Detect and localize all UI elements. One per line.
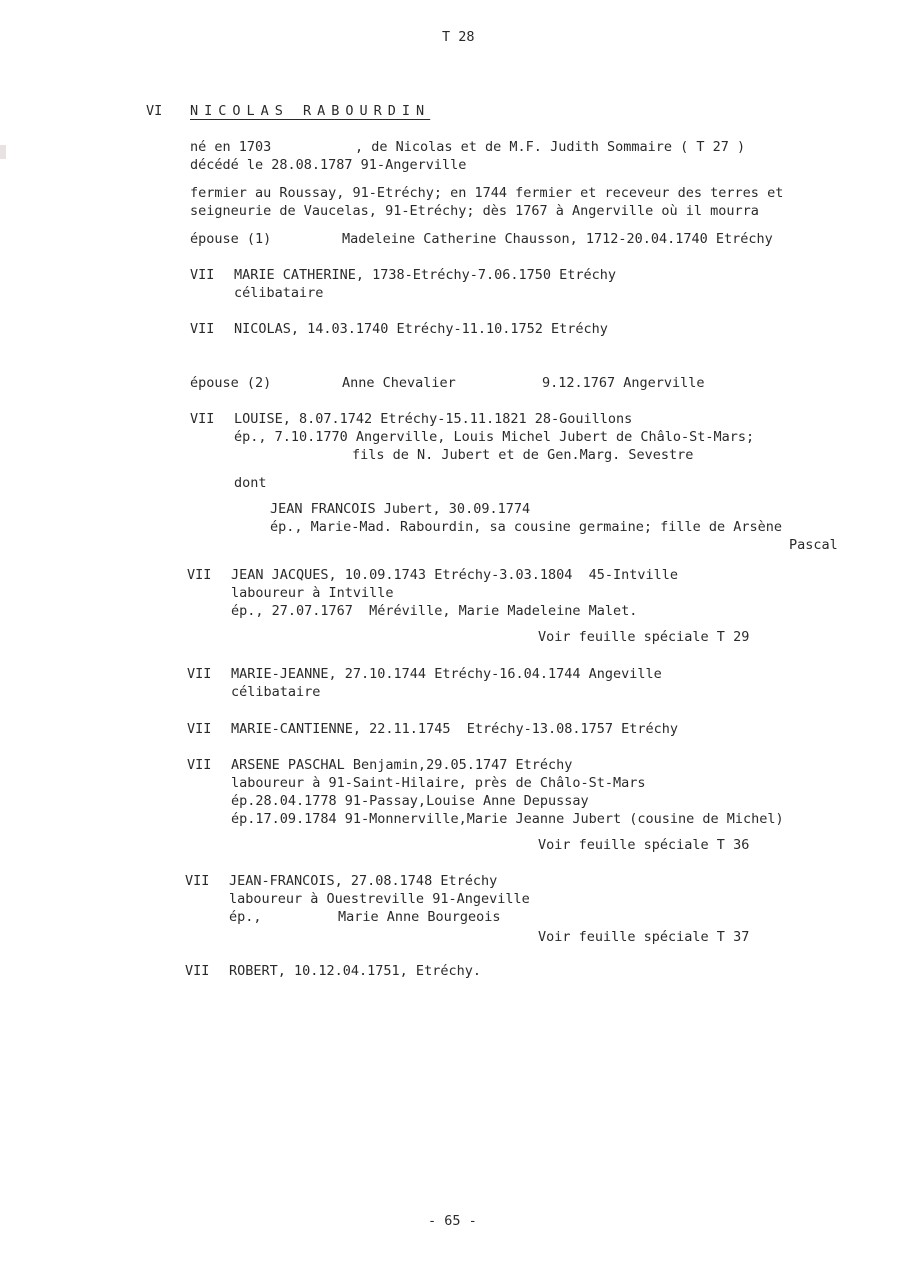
child-note: célibataire bbox=[234, 285, 324, 301]
robert-line-1: ROBERT, 10.12.04.1751, Etréchy. bbox=[229, 963, 481, 979]
jean-francois-line-3a: ép., bbox=[229, 909, 262, 925]
parents-text: , de Nicolas et de M.F. Judith Sommaire ( T 27 ) bbox=[355, 139, 746, 155]
jean-jacques-generation: VII bbox=[187, 567, 212, 583]
arsene-line-4: ép.17.09.1784 91-Monnerville,Marie Jeanne Jubert (cousine de Michel) bbox=[231, 811, 784, 827]
jean-francois-generation: VII bbox=[185, 873, 210, 889]
arsene-line-2: laboureur à 91-Saint-Hilaire, près de Châlo-St-Mars bbox=[231, 775, 646, 791]
child-generation: VII bbox=[190, 267, 215, 283]
louise-line-3: fils de N. Jubert et de Gen.Marg. Sevestre bbox=[352, 447, 694, 463]
death-text: décédé le 28.08.1787 91-Angerville bbox=[190, 157, 467, 173]
robert-generation: VII bbox=[185, 963, 210, 979]
louise-generation: VII bbox=[190, 411, 215, 427]
jean-jacques-line-2: laboureur à Intville bbox=[231, 585, 394, 601]
left-margin-mark bbox=[0, 145, 6, 159]
page-number: - 65 - bbox=[428, 1213, 477, 1229]
jean-jacques-line-1: JEAN JACQUES, 10.09.1743 Etréchy-3.03.1804 45-Intville bbox=[231, 567, 679, 583]
jean-francois-reference: Voir feuille spéciale T 37 bbox=[538, 929, 750, 945]
louise-line-2: ép., 7.10.1770 Angerville, Louis Michel Jubert de Châlo-St-Mars; bbox=[234, 429, 755, 445]
louise-dont: dont bbox=[234, 475, 267, 491]
louise-sub-line-2: ép., Marie-Mad. Rabourdin, sa cousine germaine; fille de Arsène bbox=[270, 519, 783, 535]
page-code: T 28 bbox=[442, 29, 475, 45]
arsene-line-1: ARSENE PASCHAL Benjamin,29.05.1747 Etréchy bbox=[231, 757, 573, 773]
marie-jeanne-line-2: célibataire bbox=[231, 684, 321, 700]
marie-jeanne-generation: VII bbox=[187, 666, 212, 682]
jean-francois-line-1: JEAN-FRANCOIS, 27.08.1748 Etréchy bbox=[229, 873, 498, 889]
birth-text: né en 1703 bbox=[190, 139, 272, 155]
spouse2-name: Anne Chevalier bbox=[342, 375, 456, 391]
child-line: NICOLAS, 14.03.1740 Etréchy-11.10.1752 Etréchy bbox=[234, 321, 608, 337]
occupation-line-2: seigneurie de Vaucelas, 91-Etréchy; dès 1767 à Angerville où il mourra bbox=[190, 203, 759, 219]
section-title: NICOLAS RABOURDIN bbox=[190, 103, 431, 119]
spouse1-name: Madeleine Catherine Chausson, 1712-20.04.1740 Etréchy bbox=[342, 231, 773, 247]
louise-sub-line-3: Pascal bbox=[789, 537, 838, 553]
louise-line-1: LOUISE, 8.07.1742 Etréchy-15.11.1821 28-Gouillons bbox=[234, 411, 633, 427]
marie-cantienne-line-1: MARIE-CANTIENNE, 22.11.1745 Etréchy-13.08.1757 Etréchy bbox=[231, 721, 679, 737]
arsene-line-3: ép.28.04.1778 91-Passay,Louise Anne Depussay bbox=[231, 793, 589, 809]
jean-francois-line-3b: Marie Anne Bourgeois bbox=[338, 909, 501, 925]
spouse2-label: épouse (2) bbox=[190, 375, 272, 391]
spouse2-date: 9.12.1767 Angerville bbox=[542, 375, 705, 391]
jean-jacques-line-3: ép., 27.07.1767 Méréville, Marie Madeleine Malet. bbox=[231, 603, 638, 619]
jean-jacques-reference: Voir feuille spéciale T 29 bbox=[538, 629, 750, 645]
marie-jeanne-line-1: MARIE-JEANNE, 27.10.1744 Etréchy-16.04.1744 Angeville bbox=[231, 666, 662, 682]
section-generation: VI bbox=[146, 103, 163, 119]
arsene-generation: VII bbox=[187, 757, 212, 773]
louise-sub-line-1: JEAN FRANCOIS Jubert, 30.09.1774 bbox=[270, 501, 531, 517]
child-generation: VII bbox=[190, 321, 215, 337]
marie-cantienne-generation: VII bbox=[187, 721, 212, 737]
spouse1-label: épouse (1) bbox=[190, 231, 272, 247]
arsene-reference: Voir feuille spéciale T 36 bbox=[538, 837, 750, 853]
jean-francois-line-2: laboureur à Ouestreville 91-Angeville bbox=[229, 891, 530, 907]
child-line: MARIE CATHERINE, 1738-Etréchy-7.06.1750 Etréchy bbox=[234, 267, 617, 283]
occupation-line-1: fermier au Roussay, 91-Etréchy; en 1744 fermier et receveur des terres et bbox=[190, 185, 784, 201]
